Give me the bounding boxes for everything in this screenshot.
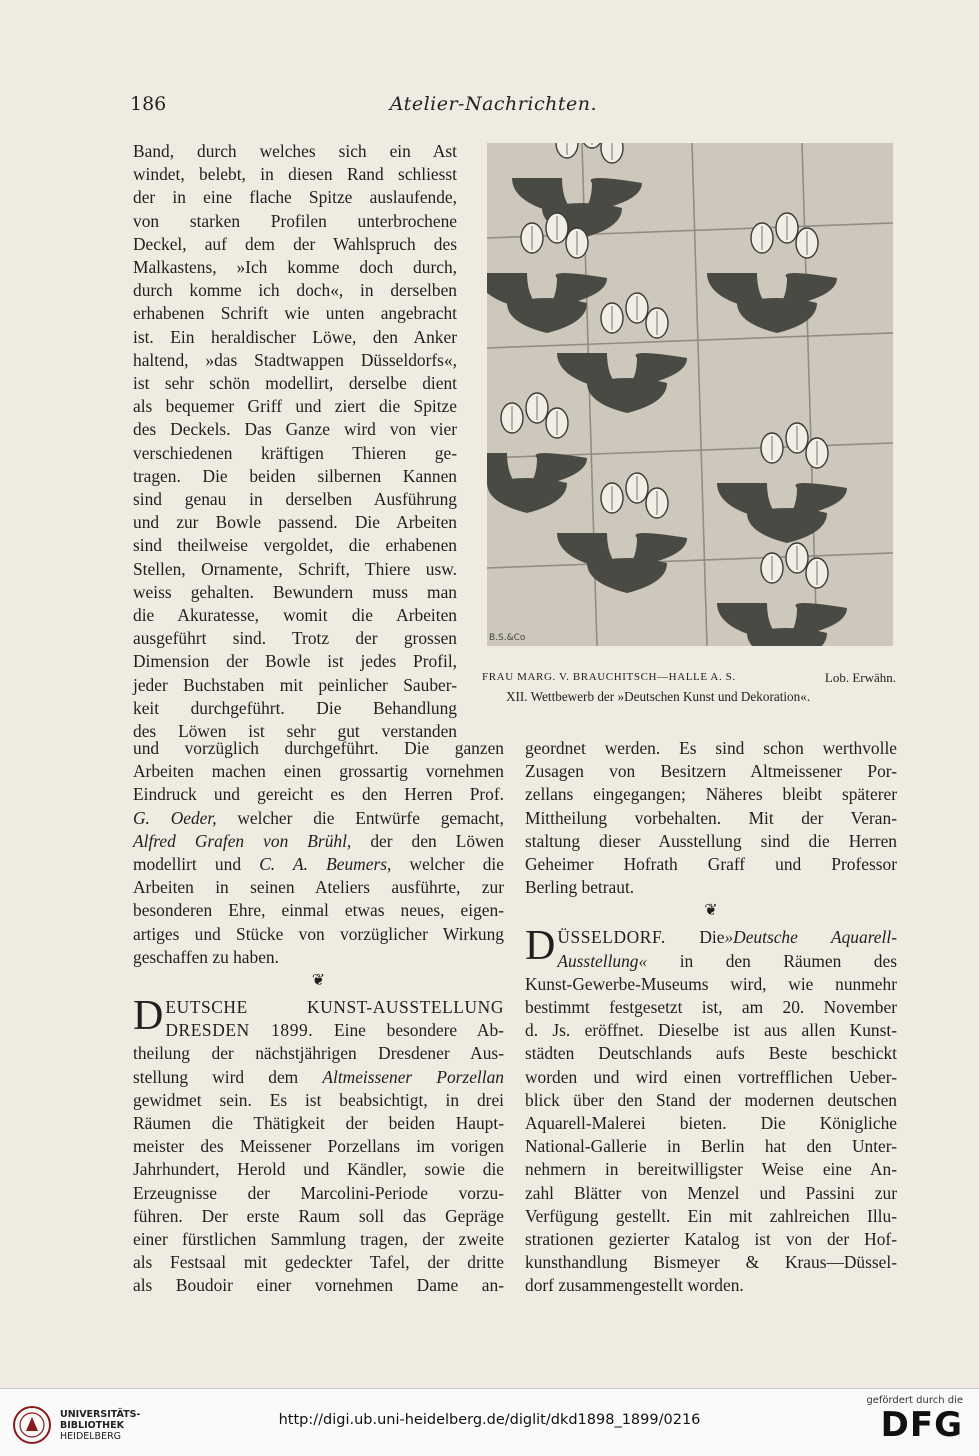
text-line: besonderen Ehre, einmal etwas neues, eigen- (133, 900, 504, 921)
text-line: Erzeugnisse der Marcolini-Periode vorzu- (133, 1182, 504, 1203)
text-line: keit durchgeführt. Die Behandlung (133, 697, 457, 718)
person-name: C. A. Beumers, (259, 854, 392, 875)
text-line: des Löwen ist sehr gut verstanden (133, 721, 457, 742)
text-line: Aquarell-Malerei bieten. Die Königliche (525, 1113, 897, 1134)
exhibit-name: Altmeissener Porzellan (322, 1066, 504, 1087)
exhibition-title: »Deutsche Aquarell- (724, 927, 897, 948)
text-fragment: welcher die Entwürfe gemacht, (237, 807, 504, 828)
text-line: worden und wird einen vortrefflichen Ueber- (525, 1066, 897, 1087)
text-line: blick über den Stand der modernen deutschen (525, 1089, 897, 1110)
fleuron-ornament-icon: ❦ (311, 972, 326, 990)
tulip-tile-illustration (487, 143, 893, 646)
text-line: Arbeiten machen einen grossartig vornehmen (133, 761, 504, 782)
text-line: Räumen die Thätigkeit der beiden Haupt- (133, 1113, 504, 1134)
text-line: als Boudoir einer vornehmen Dame an- (133, 1275, 504, 1296)
text-line: tragen. Die beiden silbernen Kannen (133, 465, 457, 486)
text-line (133, 807, 504, 830)
text-line: jeder Buchstaben mit peinlicher Sauber- (133, 674, 457, 695)
text-line: durch komme ich doch«, in derselben (133, 280, 457, 301)
text-line: ausgeführt sind. Trotz der grossen (133, 628, 457, 649)
text-line: der in eine flache Spitze auslaufende, (133, 187, 457, 208)
text-fragment: stellung wird dem (133, 1066, 299, 1087)
column-c (525, 737, 897, 1298)
text-line (133, 830, 504, 853)
text-line: einer fürstlichen Sammlung tragen, der zweite (133, 1229, 504, 1250)
text-line: Arbeiten in seinen Ateliers ausführte, zur (133, 877, 504, 898)
column-a (133, 140, 457, 743)
text-line: National-Gallerie in Berlin hat den Unter- (525, 1136, 897, 1157)
text-line: windet, belebt, in diesen Rand schliesst (133, 164, 457, 185)
text-line (133, 1066, 504, 1089)
text-line: artiges und Stücke von vorzüglicher Wirkung (133, 923, 504, 944)
text-line: nehmern in bereitwilligster Weise eine An- (525, 1159, 897, 1180)
text-line: d. Js. eröffnet. Dieselbe ist aus allen Kunst- (525, 1020, 897, 1041)
text-line: ist sehr schön modellirt, derselbe dient (133, 373, 457, 394)
section-heading-continued: DRESDEN 1899. (165, 1020, 314, 1041)
figure-caption-artist (482, 671, 896, 683)
text-line: Malkastens, »Ich komme doch durch, (133, 257, 457, 278)
text-line: erhabenen Schrift wie unten angebracht (133, 303, 457, 324)
text-line: bestimmt festgesetzt ist, am 20. November (525, 997, 897, 1018)
text-line: führen. Der erste Raum soll das Gepräge (133, 1205, 504, 1226)
text-line: Stellen, Ornamente, Schrift, Thiere usw. (133, 558, 457, 579)
text-line: zahl Blätter von Menzel und Passini zur (525, 1182, 897, 1203)
running-title: Atelier-Nachrichten. (389, 93, 597, 115)
section-heading: EUTSCHE KUNST-AUSSTELLUNG (165, 997, 504, 1018)
text-line: zellans eingegangen; Näheres bleibt späterer (525, 784, 897, 805)
text-line: meister des Meissener Porzellans im vorigen (133, 1136, 504, 1157)
text-line: theilung der nächstjährigen Dresdener Aus- (133, 1043, 504, 1064)
text-fragment: welcher die (409, 854, 504, 875)
text-line: des Deckels. Das Ganze wird von vier (133, 419, 457, 440)
heading-caps: ÜSSELDORF. (557, 927, 666, 948)
sponsor-block[interactable] (866, 1395, 963, 1444)
text-line: verschiedenen kräftigen Thieren ge- (133, 442, 457, 463)
text-line: sind theilweise vergoldet, die erhabenen (133, 535, 457, 556)
text-line: weiss gehalten. Bewundern muss man (133, 581, 457, 602)
text-line: die Akuratesse, womit die Arbeiten (133, 605, 457, 626)
exhibition-title-continued: Ausstellung« (557, 950, 648, 971)
text-fragment: Die (699, 927, 725, 948)
text-fragment: modellirt und (133, 854, 242, 875)
text-line: städten Deutschlands aufs Beste beschickt (525, 1043, 897, 1064)
text-line: geordnet werden. Es sind schon werthvolle (525, 738, 897, 758)
text-fragment: der den Löwen (370, 830, 504, 851)
drop-cap: D (525, 923, 556, 970)
tulip-pattern-graphic (487, 143, 893, 646)
digitization-footer (0, 1388, 979, 1456)
text-fragment: Eine besondere Ab- (334, 1020, 504, 1041)
institution-line: HEIDELBERG (60, 1430, 122, 1442)
page-number: 186 (130, 93, 167, 115)
drop-cap: D (133, 993, 164, 1040)
text-line: Eindruck und gereicht es den Herren Prof. (133, 784, 504, 805)
institution-line: UNIVERSITÄTS- (60, 1408, 141, 1420)
text-line: dorf zusammengestellt worden. (525, 1275, 744, 1296)
section-duesseldorf (525, 923, 897, 1297)
text-line: sind genau in derselben Ausführung (133, 489, 457, 510)
printer-mark: B.S.&Co (489, 633, 526, 643)
text-line: Zusagen von Besitzern Altmeissener Por- (525, 761, 897, 782)
figure-caption-competition: XII. Wettbewerb der »Deutschen Kunst und Dekoration«. (506, 689, 811, 704)
permalink-url[interactable]: http://digi.ub.uni-heidelberg.de/diglit/dkd1898_1899/0216 (278, 1412, 701, 1428)
fleuron-ornament-icon: ❦ (704, 902, 718, 920)
text-line: von starken Profilen unterbrochene (133, 210, 457, 231)
sponsor-label: gefördert durch die (866, 1395, 963, 1406)
text-line: als bequemer Griff und ziert die Spitze (133, 396, 457, 417)
text-line (133, 1019, 504, 1042)
text-line: strationen gezierter Katalog ist von der Hof- (525, 1229, 897, 1250)
text-line: Geheimer Hofrath Graff und Professor (525, 854, 897, 875)
section-dresden (133, 993, 504, 1298)
text-line: haltend, »das Stadtwappen Düsseldorfs«, (133, 349, 457, 370)
text-fragment: in den Räumen des (679, 950, 897, 971)
text-line: und vorzüglich durchgeführt. Die ganzen (133, 738, 504, 758)
text-line: Jahrhundert, Herold und Kändler, sowie die (133, 1159, 504, 1180)
text-line: Kunst-Gewerbe-Museums wird, wie nunmehr (525, 973, 897, 994)
person-name: G. Oeder, (133, 807, 217, 828)
text-line: staltung dieser Ausstellung sind die Herren (525, 830, 897, 851)
caption-award: Lob. Erwähn. (824, 670, 896, 685)
caption-artist: FRAU MARG. V. BRAUCHITSCH—HALLE A. S. (482, 671, 736, 683)
text-line: gewidmet sein. Es ist beabsichtigt, in drei (133, 1089, 504, 1110)
text-line: Deckel, auf dem der Wahlspruch des (133, 233, 457, 254)
text-line: Berling betraut. (525, 877, 635, 898)
text-line: kunsthandlung Bismeyer & Kraus—Düssel- (525, 1252, 897, 1273)
institution-line: BIBLIOTHEK (60, 1419, 124, 1431)
text-line: Mittheilung vorbehalten. Mit der Veran- (525, 807, 897, 828)
text-line (525, 950, 897, 973)
text-line (133, 853, 504, 876)
section-heading (525, 926, 897, 949)
dfg-logo: DFG (880, 1405, 963, 1445)
text-line: ist. Ein heraldischer Löwe, den Anker (133, 326, 457, 347)
text-line: Band, durch welches sich ein Ast (133, 141, 457, 161)
text-line: geschaffen zu haben. (133, 946, 279, 967)
column-b (133, 737, 504, 1298)
leaf-shape (747, 628, 827, 646)
text-line: Dimension der Bowle ist jedes Profil, (133, 651, 457, 672)
person-name: Alfred Grafen von Brühl, (133, 830, 352, 851)
text-line: als Festsaal mit gedeckter Tafel, der dritte (133, 1252, 504, 1273)
text-line: und zur Bowle passend. Die Arbeiten (133, 512, 457, 533)
text-line: Verfügung gestellt. Ein mit zahlreichen Illu- (525, 1205, 897, 1226)
